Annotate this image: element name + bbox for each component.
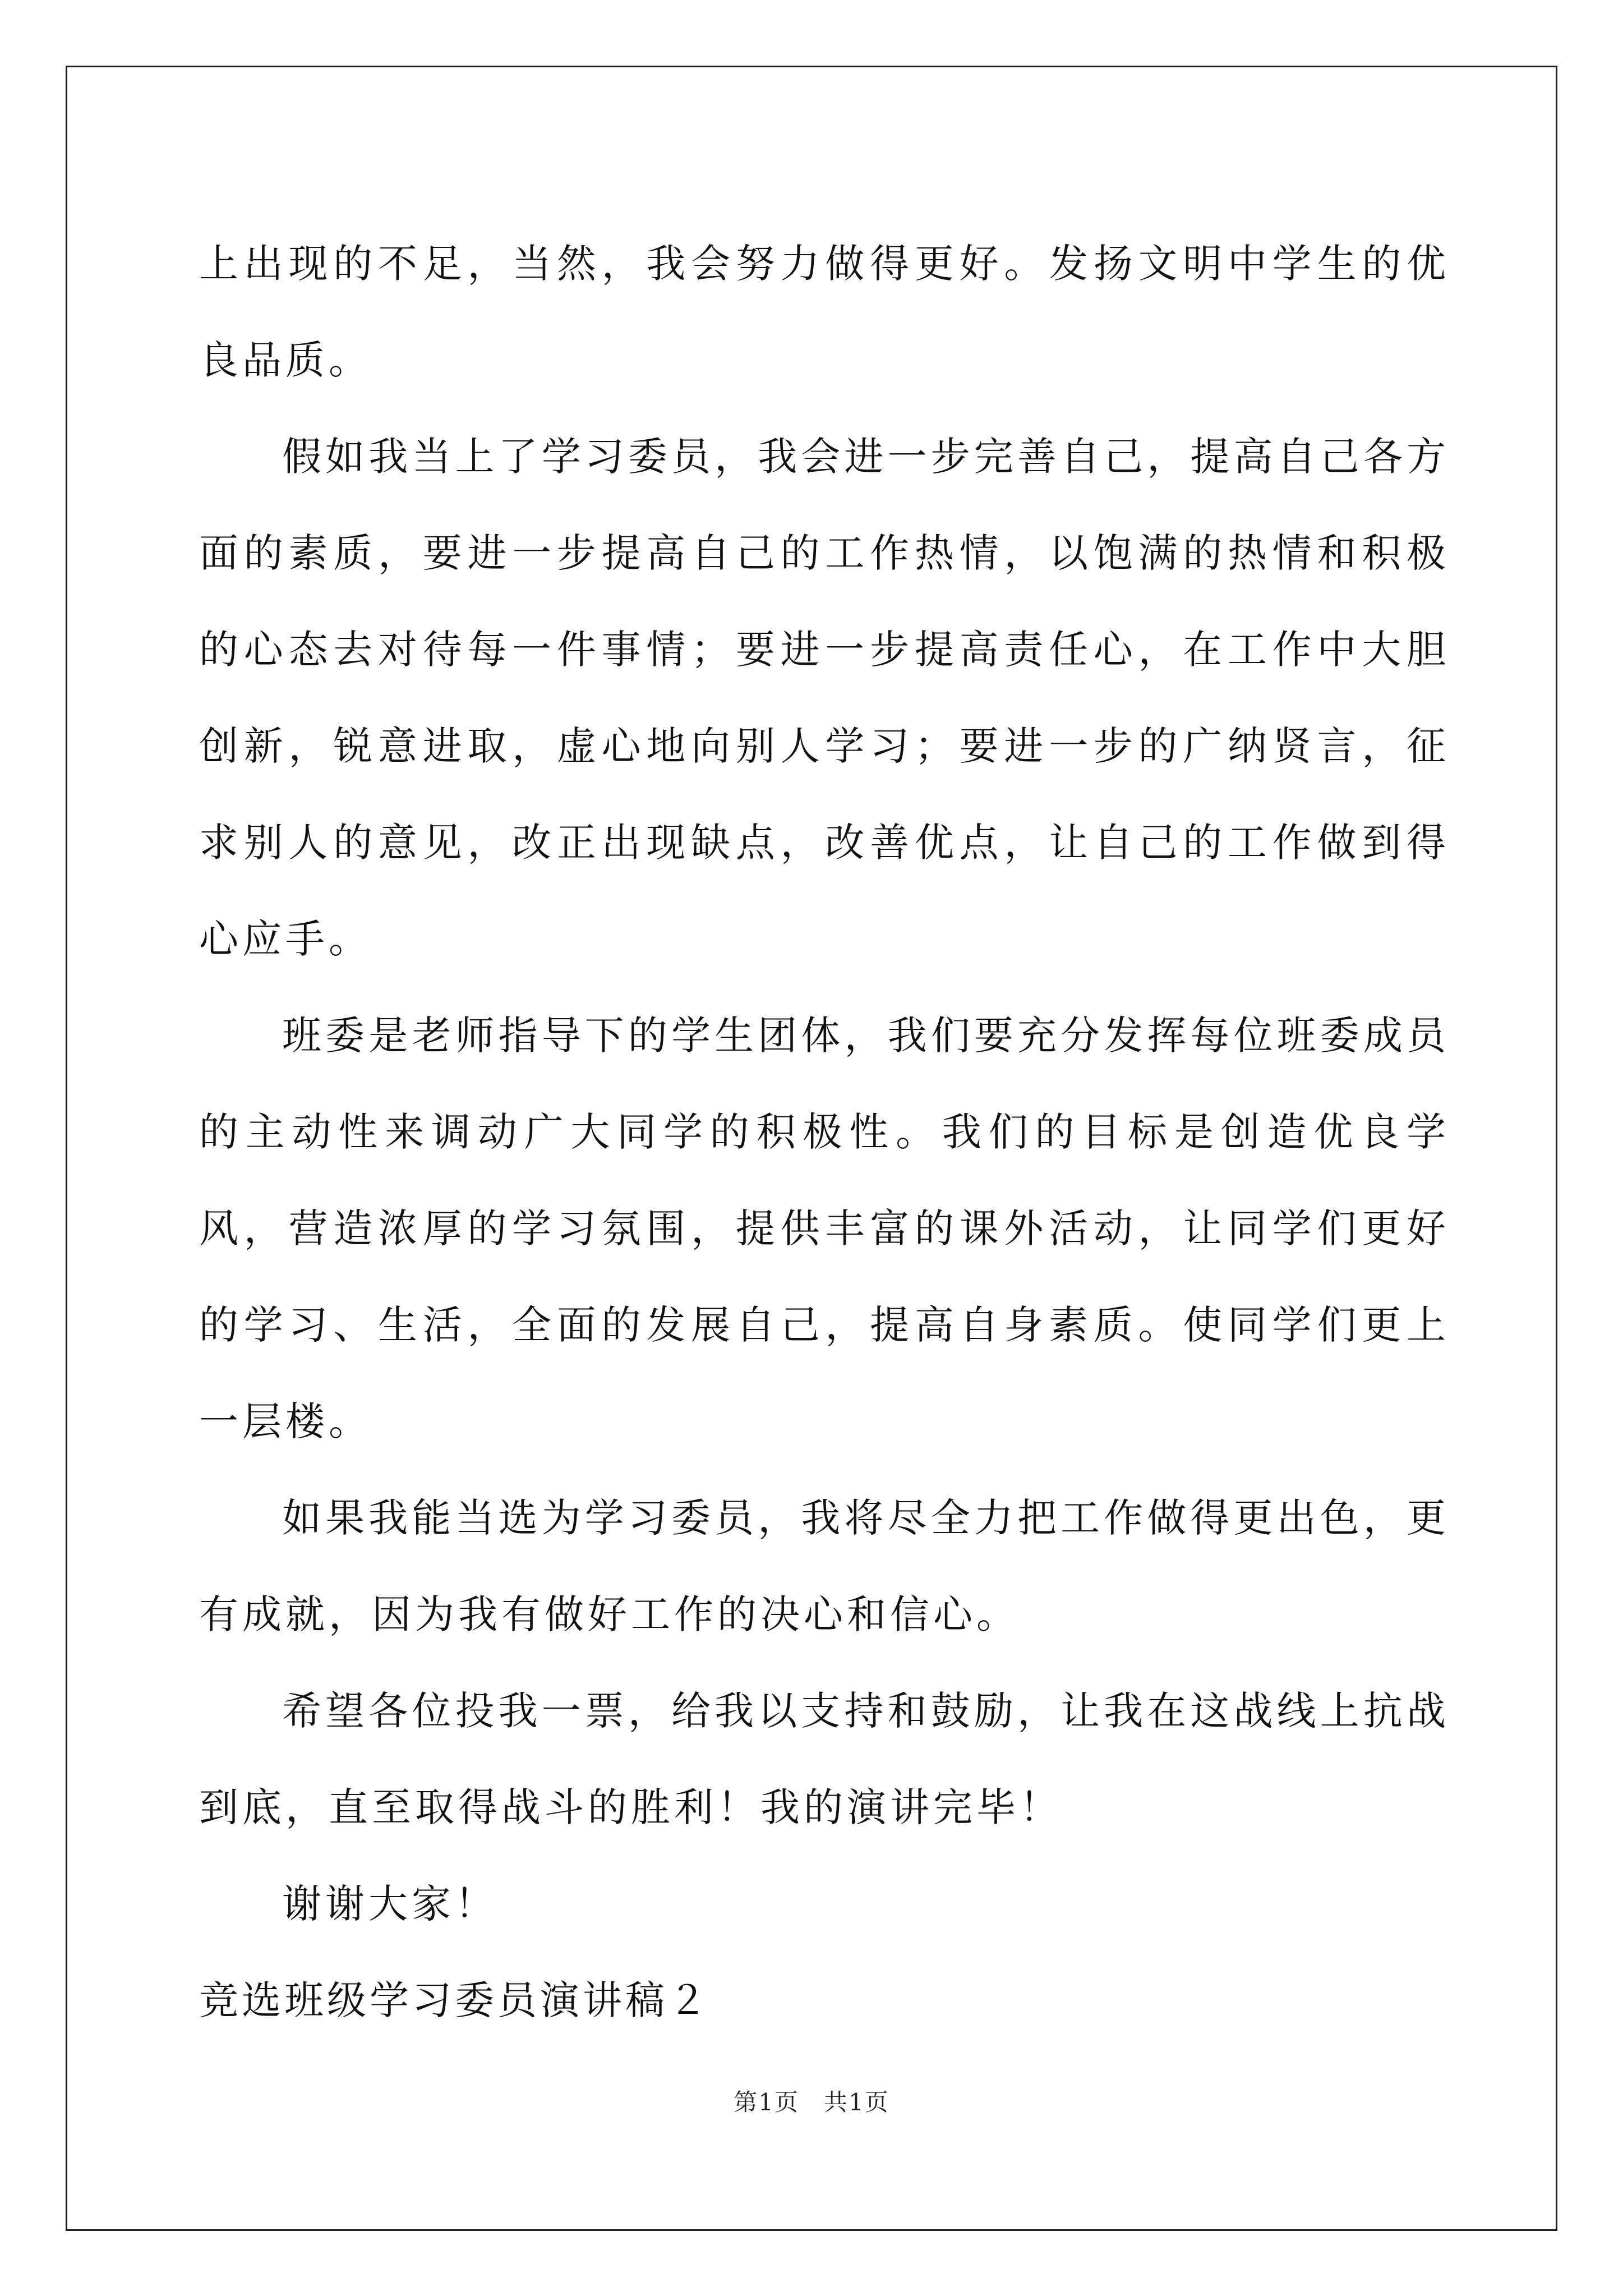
paragraph-5: 希望各位投我一票，给我以支持和鼓励，让我在这战线上抗战到底，直至取得战斗的胜利！我的演讲完毕！	[199, 1688, 1450, 1830]
paragraph-2: 假如我当上了学习委员，我会进一步完善自己，提高自己各方面的素质，要进一步提高自己的工作热情，以饱满的热情和积极的心态去对待每一件事情；要进一步提高责任心，在工作中大胆创新，锐意进取，虚心地向别人学习；要进一步的广纳贤言，征求别人的意见，改正出现缺点，改善优点，让自己的工作做到得心应手。	[199, 434, 1450, 962]
paragraph-3: 班委是老师指导下的学生团体，我们要充分发挥每位班委成员的主动性来调动广大同学的积极性。我们的目标是创造优良学风，营造浓厚的学习氛围，提供丰富的课外活动，让同学们更好的学习、生活，全面的发展自己，提高自身素质。使同学们更上一层楼。	[199, 1013, 1450, 1444]
paragraph-1: 上出现的不足，当然，我会努力做得更好。发扬文明中学生的优良品质。	[199, 241, 1450, 383]
paragraph-6: 谢谢大家！	[282, 1881, 498, 1927]
paragraph-4: 如果我能当选为学习委员，我将尽全力把工作做得更出色，更有成就，因为我有做好工作的决心和信心。	[199, 1495, 1450, 1637]
next-section-title: 竞选班级学习委员演讲稿２	[199, 1977, 711, 2023]
document-body	[199, 215, 1450, 2049]
page-footer: 第1页 共1页	[734, 2088, 889, 2116]
